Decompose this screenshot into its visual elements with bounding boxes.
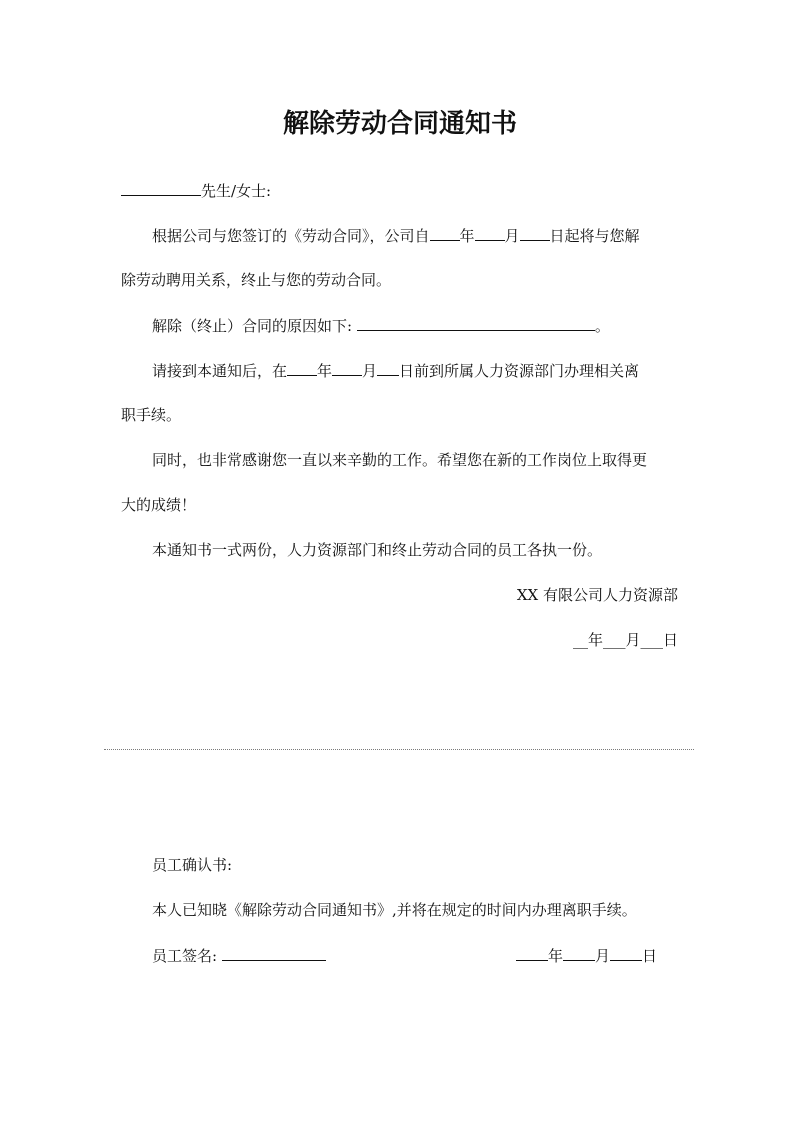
reason-end: 。: [594, 317, 610, 335]
salutation: 先生/女士:: [201, 182, 272, 200]
confirm-month-label: 月: [595, 947, 611, 965]
paragraph-5: 本通知书一式两份，人力资源部门和终止劳动合同的员工各执一份。: [152, 541, 603, 559]
paragraph-4-line-1: 同时，也非常感谢您一直以来辛勤的工作。希望您在新的工作岗位上取得更: [152, 451, 648, 469]
deadline-day-blank[interactable]: [377, 360, 399, 376]
confirm-month-blank[interactable]: [563, 945, 595, 961]
paragraph-1-line-2: 除劳动聘用关系，终止与您的劳动合同。: [121, 271, 392, 289]
para3-text-a: 请接到本通知后，在: [152, 362, 288, 380]
start-year-blank[interactable]: [430, 225, 460, 241]
confirm-year-blank[interactable]: [516, 945, 548, 961]
paragraph-3-line-1: [152, 360, 639, 381]
para1-year-label: 年: [459, 227, 475, 245]
para3-text-d: 日前到所属人力资源部门办理相关离: [399, 362, 640, 380]
document-title: 解除劳动合同通知书: [282, 109, 517, 139]
confirm-day-label: 日: [642, 947, 658, 965]
confirm-year-label: 年: [548, 947, 564, 965]
para1-text-d: 日起将与您解: [549, 227, 640, 245]
reason-line: [152, 315, 610, 336]
signature-line: [152, 945, 326, 966]
reason-blank[interactable]: [357, 315, 595, 331]
deadline-month-blank[interactable]: [332, 360, 362, 376]
confirm-title: 员工确认书:: [152, 856, 233, 874]
start-day-blank[interactable]: [520, 225, 550, 241]
deadline-year-blank[interactable]: [287, 360, 317, 376]
signature-label: 员工签名:: [152, 947, 218, 965]
para3-year-label: 年: [317, 362, 333, 380]
cut-line-divider: [104, 749, 694, 750]
confirm-text: 本人已知晓《解除劳动合同通知书》,并将在规定的时间内办理离职手续。: [152, 901, 637, 919]
name-blank[interactable]: [121, 180, 201, 196]
confirm-date: [516, 945, 657, 966]
confirm-day-blank[interactable]: [610, 945, 642, 961]
salutation-line: [121, 180, 271, 201]
notice-date: __年___月___日: [572, 631, 678, 649]
start-month-blank[interactable]: [475, 225, 505, 241]
para1-month-label: 月: [504, 227, 520, 245]
para1-text-a: 根据公司与您签订的《劳动合同》，公司自: [152, 227, 430, 245]
para3-month-label: 月: [362, 362, 378, 380]
company-signature: XX 有限公司人力资源部: [516, 586, 678, 604]
paragraph-4-line-2: 大的成绩！: [121, 496, 197, 514]
signature-blank[interactable]: [222, 945, 326, 961]
paragraph-3-line-2: 职手续。: [121, 406, 182, 424]
paragraph-1-line-1: [152, 225, 640, 246]
reason-label: 解除（终止）合同的原因如下:: [152, 317, 353, 335]
